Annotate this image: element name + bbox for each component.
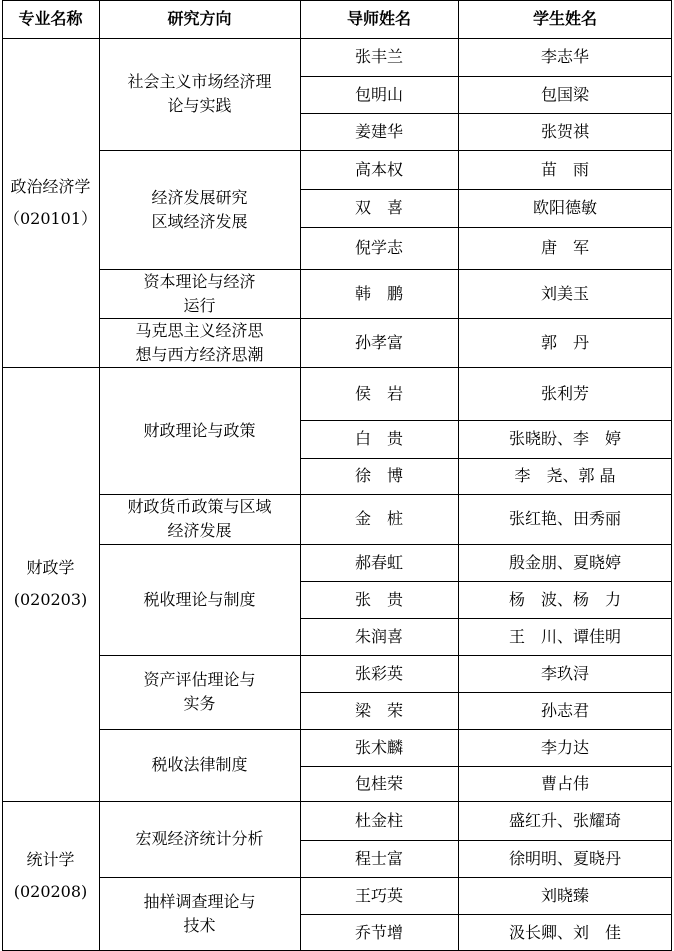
advisor-name: 张丰兰 [354, 47, 403, 66]
major-code: (020203) [13, 590, 88, 609]
direction-line: 资本理论与经济 [143, 271, 256, 291]
direction-line: 税收理论与制度 [143, 589, 256, 609]
direction-line: 论与实践 [167, 96, 232, 115]
direction-cell [107, 544, 292, 655]
advisor-name: 徐 博 [354, 466, 403, 485]
student-names: 欧阳德敏 [532, 198, 597, 217]
direction-cell [107, 150, 292, 269]
direction-line: 实务 [183, 694, 216, 713]
major-cell [2, 367, 99, 801]
direction-cell [107, 729, 292, 801]
student-names: 刘晓臻 [540, 885, 589, 905]
direction-line: 抽样调查理论与 [143, 892, 256, 911]
advisor-name: 王巧英 [354, 885, 403, 905]
student-names: 包国梁 [540, 84, 589, 104]
student-names: 李力达 [540, 737, 589, 757]
advisor-name: 倪学志 [354, 238, 403, 257]
student-names: 郭 丹 [540, 332, 589, 352]
direction-line: 运行 [183, 295, 216, 315]
advisor-name: 朱润喜 [354, 626, 403, 646]
advisor-name: 高本权 [354, 159, 403, 179]
student-names: 徐明明、夏晓丹 [508, 848, 621, 868]
major-cell [2, 38, 99, 367]
advisor-name: 侯 岩 [354, 383, 403, 403]
advisor-name: 金 桩 [354, 509, 403, 528]
direction-line: 想与西方经济思潮 [135, 344, 264, 364]
direction-line: 技术 [183, 916, 216, 935]
header-direction: 研究方向 [167, 9, 232, 28]
direction-line: 税收法律制度 [151, 755, 248, 774]
advisor-name: 乔节增 [354, 922, 403, 942]
table-border-v [99, 0, 100, 951]
direction-line: 马克思主义经济思 [135, 320, 264, 340]
student-names: 唐 军 [540, 238, 589, 257]
advisor-name: 包明山 [354, 84, 403, 104]
direction-cell [107, 38, 292, 150]
student-names: 张利芳 [540, 383, 589, 403]
advisor-name: 韩 鹏 [354, 283, 403, 303]
advisor-name: 梁 荣 [354, 700, 403, 720]
direction-line: 区域经济发展 [151, 211, 248, 231]
student-names: 殷金朋、夏晓婷 [508, 552, 621, 572]
direction-line: 财政货币政策与区域 [127, 497, 272, 516]
major-name: 政治经济学 [10, 176, 91, 196]
direction-cell [107, 801, 292, 877]
student-names: 盛红升、张耀琦 [508, 810, 621, 830]
student-names: 李 尧、郭 晶 [514, 466, 616, 485]
advisor-name: 张彩英 [354, 663, 403, 683]
student-names: 刘美玉 [540, 283, 589, 303]
student-names: 张晓盼、李 婷 [508, 429, 621, 448]
advisor-name: 姜建华 [354, 121, 403, 141]
direction-line: 社会主义市场经济理 [127, 72, 272, 91]
direction-cell [107, 494, 292, 544]
advisor-name: 杜金柱 [354, 810, 403, 830]
advisor-name: 郝春虹 [354, 552, 403, 572]
major-name: 统计学 [26, 850, 75, 869]
direction-cell [107, 877, 292, 951]
student-names: 杨 波、杨 力 [508, 589, 621, 609]
header-major: 专业名称 [18, 9, 83, 28]
advisor-name: 白 贵 [354, 429, 403, 448]
direction-line: 财政理论与政策 [143, 420, 256, 440]
advisor-name: 张 贵 [354, 589, 403, 609]
direction-cell [107, 655, 292, 729]
student-names: 李玖浔 [540, 663, 589, 683]
student-names: 汲长卿、刘 佳 [508, 922, 621, 942]
major-name: 财政学 [26, 558, 75, 577]
advisor-name: 双 喜 [354, 198, 403, 217]
student-names: 李志华 [540, 47, 589, 66]
direction-cell [107, 367, 292, 494]
advisor-name: 张术麟 [354, 737, 403, 757]
direction-line: 经济发展 [167, 521, 232, 540]
student-names: 张红艳、田秀丽 [508, 509, 621, 528]
advisor-name: 包桂荣 [354, 773, 403, 793]
student-names: 苗 雨 [540, 159, 589, 179]
advisor-name: 孙孝富 [354, 332, 403, 352]
student-names: 王 川、谭佳明 [508, 626, 621, 646]
major-code: (020208) [13, 882, 88, 901]
student-advisor-table [2, 0, 672, 951]
direction-line: 资产评估理论与 [143, 670, 256, 689]
student-names: 孙志君 [540, 700, 589, 720]
student-names: 曹占伟 [540, 773, 589, 793]
direction-line: 经济发展研究 [151, 187, 248, 207]
advisor-name: 程士富 [354, 848, 403, 868]
direction-line: 宏观经济统计分析 [135, 829, 264, 848]
student-names: 张贺祺 [540, 121, 589, 141]
direction-cell [107, 269, 292, 318]
header-advisor: 导师姓名 [346, 9, 411, 28]
direction-cell [107, 318, 292, 367]
major-code: （020101） [3, 208, 98, 228]
major-cell [2, 801, 99, 951]
header-student: 学生姓名 [532, 9, 597, 28]
